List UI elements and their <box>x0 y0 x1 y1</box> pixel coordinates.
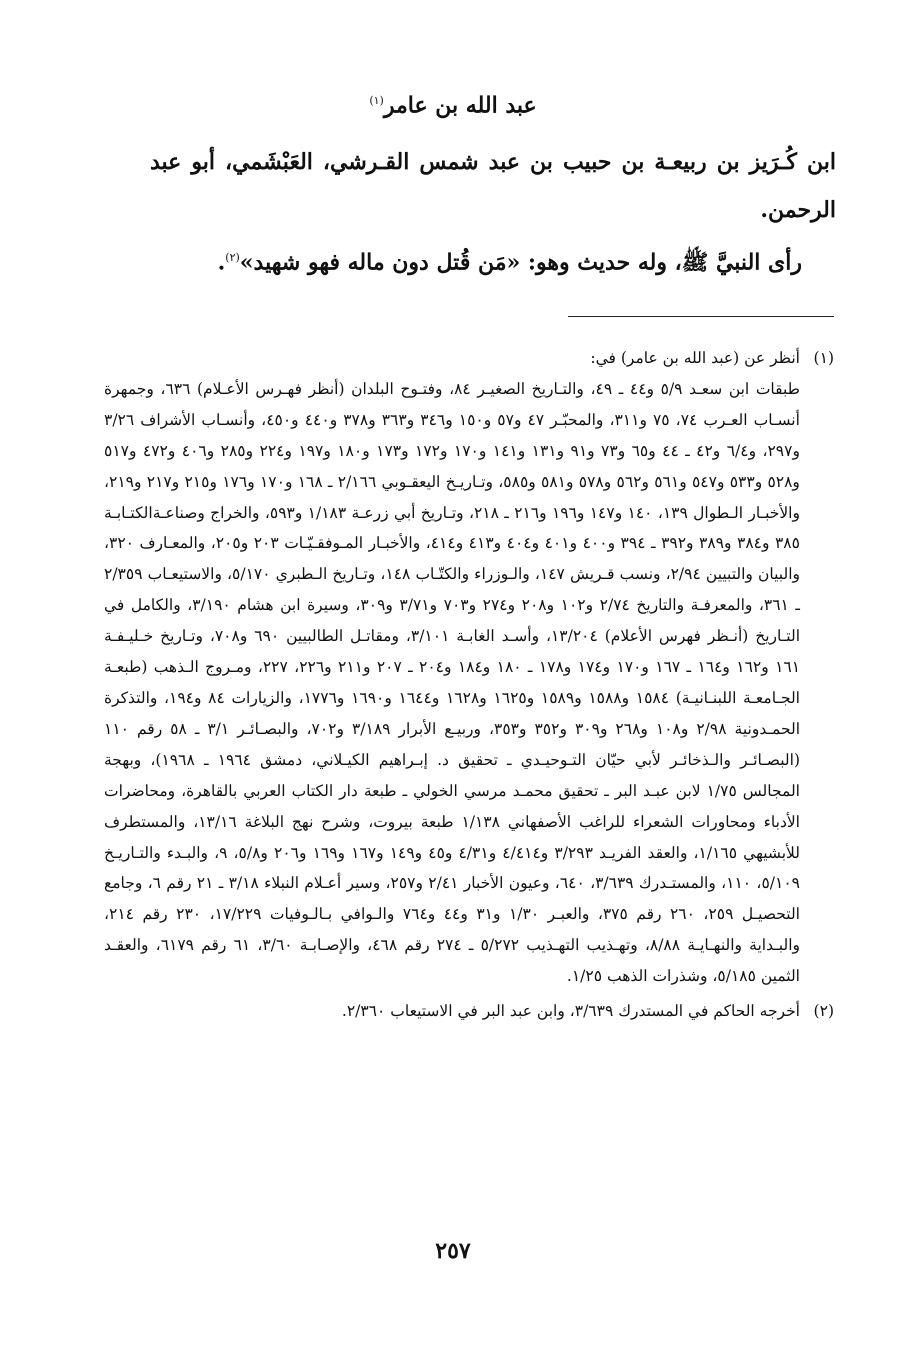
page-title <box>300 84 606 122</box>
biography-paragraph: ابن كُـرَيز بن ربيعـة بن حبيب بن عبد شمس القـرشي، العَبْشَمي، أبو عبد الرحمن. <box>150 149 836 223</box>
footnote-intro: أنظر عن (عبد الله بن عامر) في: <box>590 349 800 367</box>
footnote-2 <box>104 996 834 1027</box>
hadith-text: رأى النبيَّ ﷺ، وله حديث وهو: «مَن قُتل دون ماله فهو شهيد» <box>239 249 802 276</box>
hadith-period: . <box>217 249 226 276</box>
footnote-text: طبقات ابن سعـد ٥/٩ و٤٤ ـ ٤٩، والتـاريخ الصغيـر ٨٤، وفتـوح البلدان (أنظر فهـرس الأعـلام) ٦٣٦، وجمهرة أنسـاب العـرب ٧٤، ٧٥ و٣١١، والمحبّـر ٤٧ و٥٧ و١٥٠ و٣٤٦ و٣٦٣ و٣٧٨ و٤٤٠ و٤٥٠، وأنسـاب الأشراف ٣/٢٦ و٢٩٧، و٦/٤ و٤٢ ـ ٤٤ و٦٥ و٧٣ و٩١ و١٣١ و١٤١ و١٧٠ و١٧٢ و١٧٣ و١٨٠ و١٩٧ و٢٢٤ و٢٨٥ و٤٠٦ و٤٧٢ و٥١٧ و٥٢٨ و٥٣٣ و٥٤٧ و٥٦١ و٥٦٢ و٥٧٨ و٥٨١ و٥٨٥، وتـاريـخ اليعقـوبي ٢/١٦٦ ـ ١٦٨ و١٧٠ و١٧٦ و٢١٥ و٢١٧ و٢١٩، والأخبـار الـطوال ١٣٩، ١٤٠ و١٤٧ و١٩٦ و٢١٦ ـ ٢١٨، وتـاريخ أبي زرعـة ١/١٨٣ و٥٩٣، والخراج وصناعـةالكتـابـة ٣٨٥ و٣٨٤ و٣٨٩ و٣٩٢ ـ ٣٩٤ و٤٠٠ و٤٠١ و٤٠٤ و٤١٣ و٤١٤، والأخبـار المـوفقـيّـات ٢٠٣ و٢٠٥، والمعـارف ٣٢٠، والبيان والتبيين ٢/٩٤، ونسب قـريش ١٤٧، والـوزراء والكتّـاب ١٤٨، وتـاريخ الـطبري ٥/١٧٠، والاستيعـاب ٢/٣٥٩ ـ ٣٦١، والمعرفـة والتاريخ ٢/٧٤ و١٠٢ و٢٠٨ و٢٧٤ و٧٠٣ و٣/٧١ و٣٠٩، وسيرة ابن هشام ٣/١٩٠، والكامل في التـاريخ (أنـظر فهرس الأعلام) ١٣/٢٠٤، وأسـد الغابـة ٣/١٠١، ومقاتـل الطالبيين ٦٩٠ و٧٠٨، وتـاريخ خـليـفـة ١٦١ و١٦٢ و١٦٤ ـ ١٦٧ و١٧٠ و١٧٤ و١٧٨ ـ ١٨٠ و١٨٤ و٢٠٤ ـ ٢٠٧ و٢١١ و٢٢٦، ٢٢٧، ومـروج الـذهب (طبعـة الجـامعـة اللبنـانيـة) ١٥٨٤ و١٥٨٨ و١٥٨٩ و١٦٢٥ و١٦٢٨ و١٦٤٤ و١٦٩٠ و١٧٧٦، والزيارات ٨٤ و١٩٤، والتذكرة الحمـدونية ٢/٩٨ و١٠٨ و٢٦٨ و٣٠٩ و٣٥٢ و٣٥٣، وربيـع الأبرار ٣/١٨٩ و٧٠٢، والبصـائـر ٣/١ ـ ٥٨ رقم ١١٠ (البصـائـر والـذخائـر لأبي حيّان التـوحيـدي ـ تحقيق د. إبـراهيم الكيـلاني، دمشق ١٩٦٤ ـ ١٩٦٨)، وبهجة المجالس ١/٧٥ لابن عبـد البر ـ تحقيق محمـد مرسي الخولي ـ طبعة دار الكتاب العربي بالقاهرة، ومحاضرات الأدباء ومحاورات الشعراء للراغب الأصفهاني ١/١٣٨ طبعة بيروت، وشرح نهج البلاغة ١٣/١٦، والمستطرف للأبشيهي ١/١٦٥، والعقد الفريـد ٣/٢٩٣ و٤/٤١٤ و٤/٣١ و٤٥ و١٤٩ و١٦٧ و١٦٩ و٢٠٦ و٥/٨، ٩، والبـدء والتـاريـخ ٥/١٠٩، ١١٠، والمستـدرك ٣/٦٣٩، ٦٤٠، وعيون الأخبار ٢/٤١ و٢٥٧، وسير أعـلام النبلاء ٣/١٨ ـ ٢١ رقم ٦، وجامع التحصيـل ٢٥٩، ٢٦٠ رقم ٣٧٥، والعبـر ١/٣٠ و٣١ و٤٤ و٧٦٤ والـوافي بـالـوفيات ١٧/٢٢٩، ٢٣٠ رقم ٢١٤، والبـداية والنهـايـة ٨/٨٨، وتهـذيب التهـذيب ٥/٢٧٢ ـ ٢٧٤ رقم ٤٦٨، والإصـابـة ٣/٦٠، ٦١ رقم ٦١٧٩، والعقـد الثمين ٥/١٨٥، وشذرات الذهب ١/٢٥. <box>104 379 801 986</box>
hadith-footnote-marker: (٢) <box>225 251 240 264</box>
footnote-text: أخرجه الحاكم في المستدرك ٣/٦٣٩، وابن عبد البر في الاستيعاب ٢/٣٦٠. <box>341 1002 800 1021</box>
hadith-paragraph <box>150 234 836 286</box>
footnote-number: (١) <box>813 349 834 367</box>
page-number: ٢٥٧ <box>435 1238 471 1264</box>
footnote-1 <box>104 343 834 992</box>
title-text: عبد الله بن عامر <box>383 92 537 119</box>
footnote-number: (٢) <box>813 1002 834 1021</box>
title-footnote-marker: (١) <box>369 94 384 107</box>
footnote-separator <box>568 316 834 317</box>
footnotes-section <box>104 343 834 1027</box>
